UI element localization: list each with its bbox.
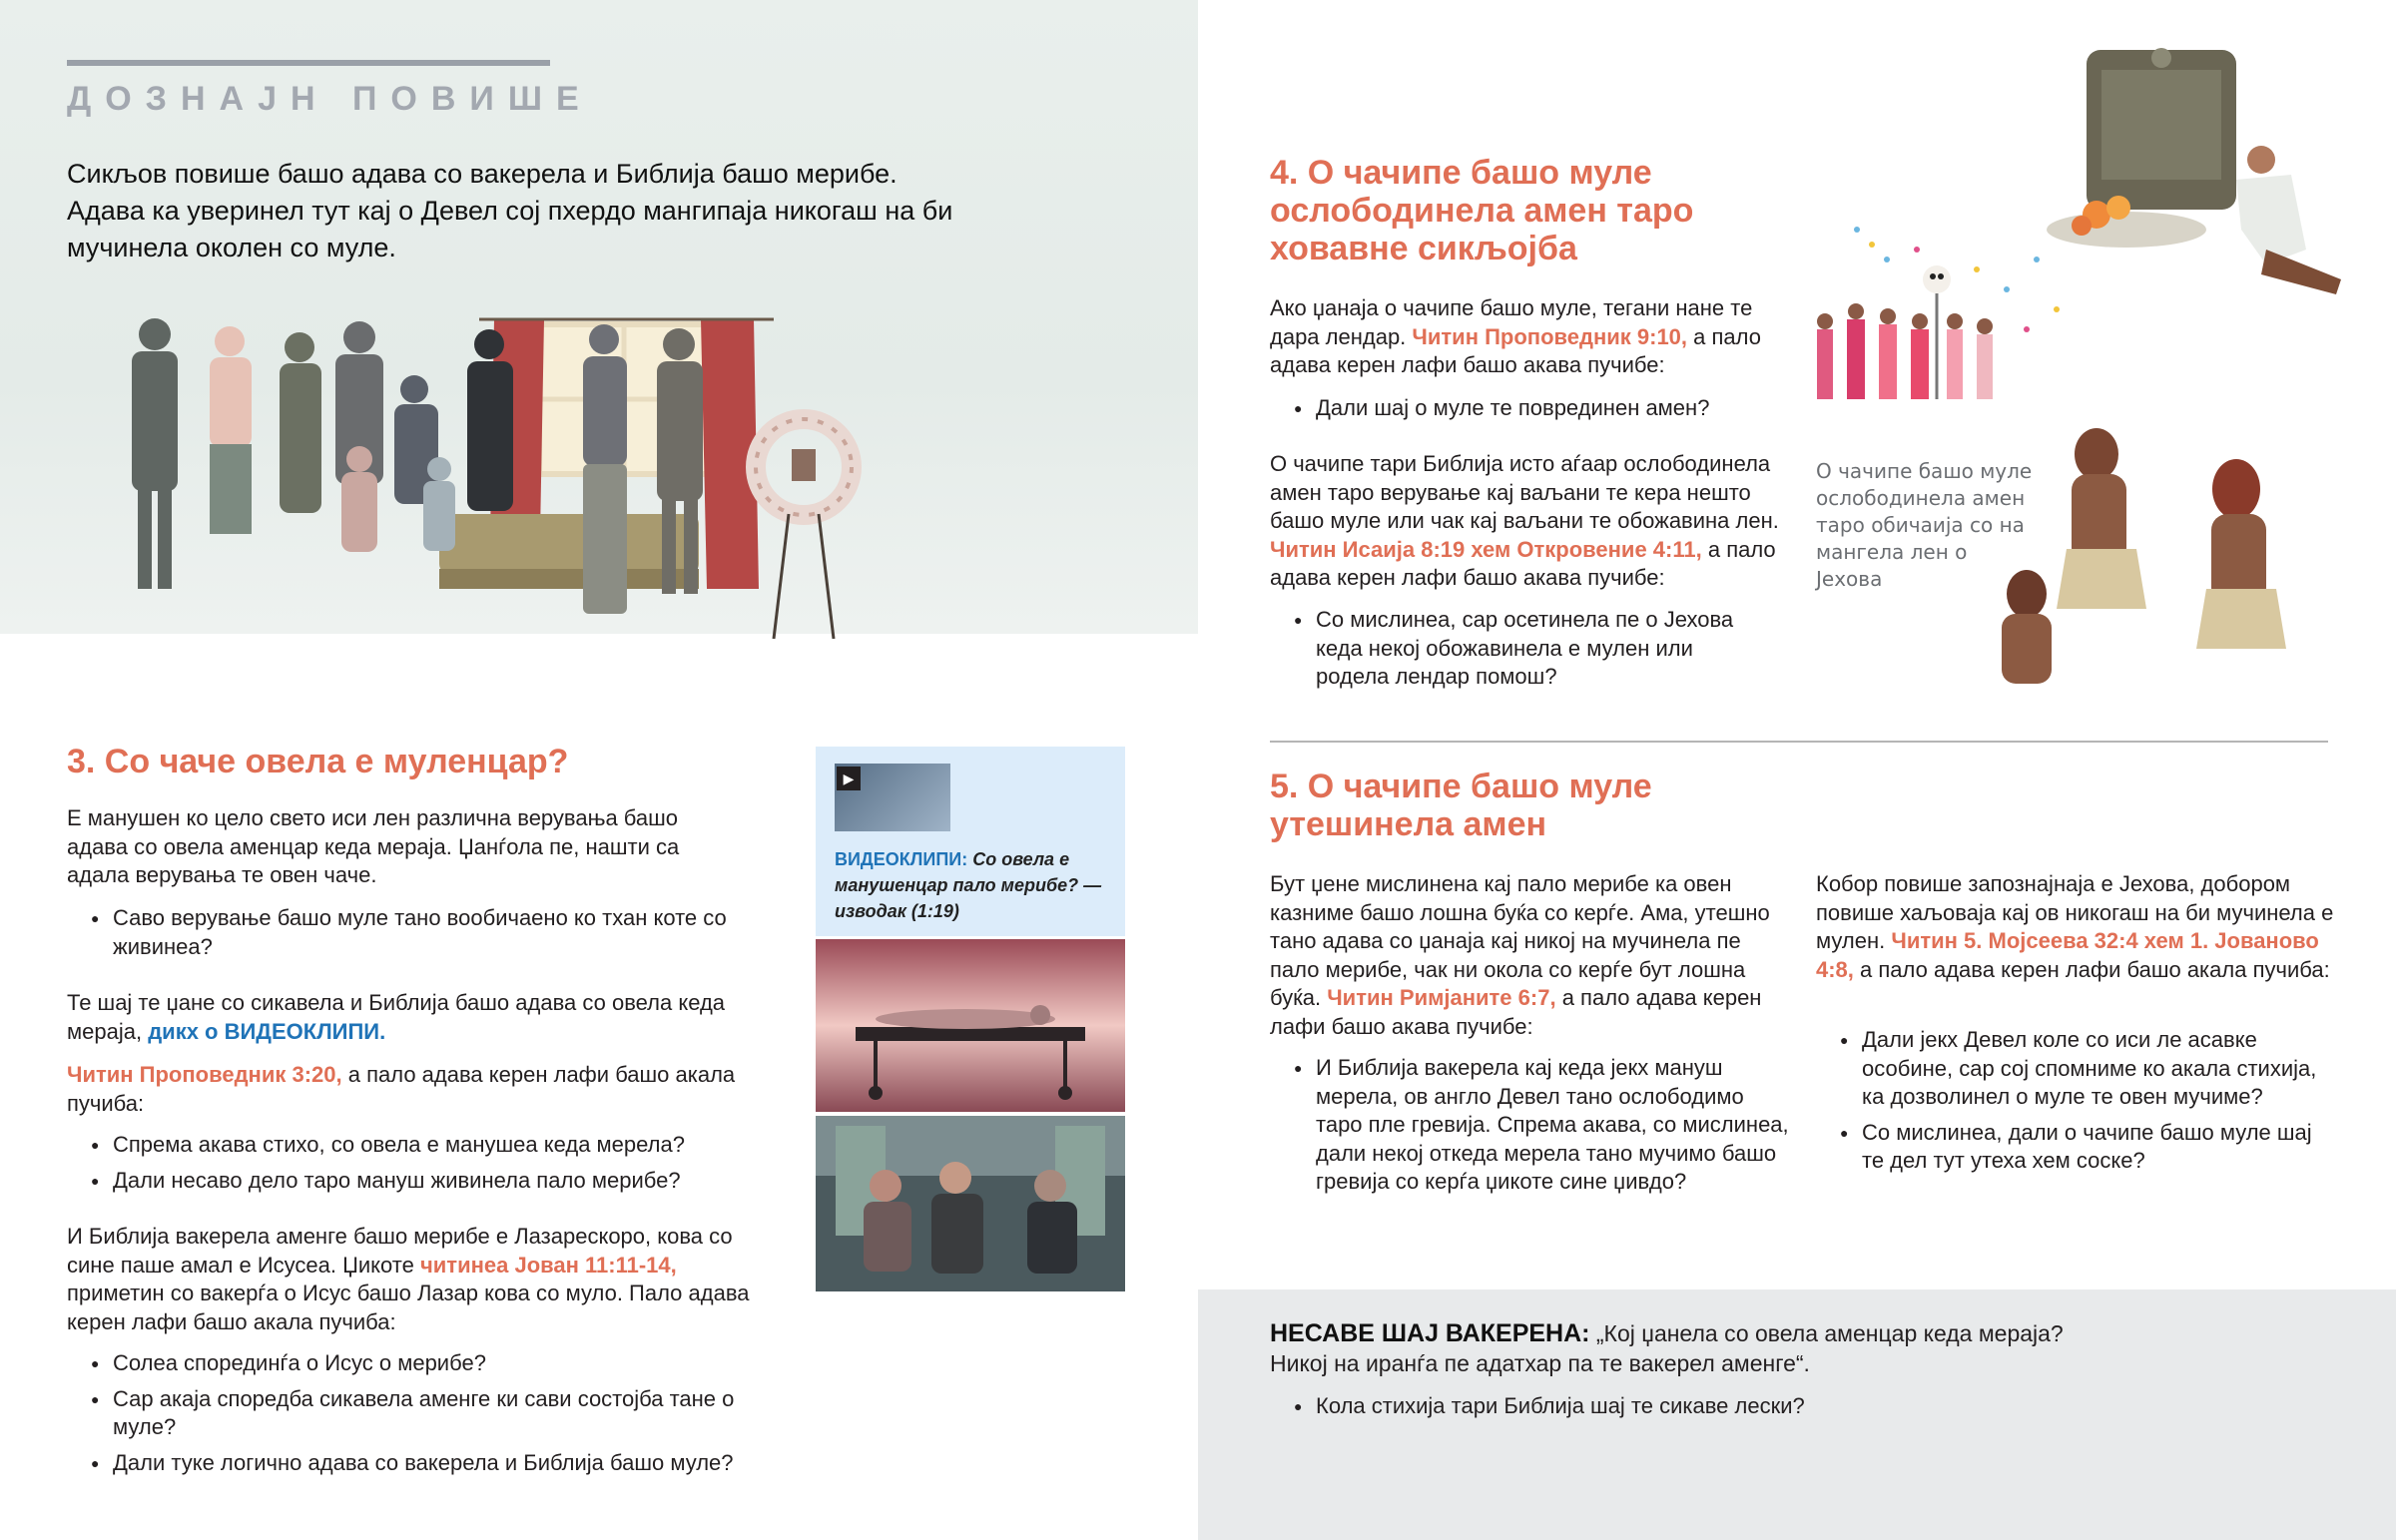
section-5-heading: 5. О чачипе башо муле утешинела амен [1270, 768, 1652, 843]
section-5-paragraph-1 [1270, 870, 1789, 1041]
section-3-paragraph-4 [67, 1223, 756, 1336]
discussion-quote-text: „Кој џанела со овела аменцар кеда мераја? Никој на иранѓа пе адатхар па те вакерел аменге“. [1270, 1320, 2064, 1376]
section-5-paragraph-2-text-a: Кобор повише запознајнаја е Јехова, добором повише хаљоваја кај ов никогаш на би мучинела е мулен. [1816, 871, 2334, 953]
section-3-paragraph-1: Е манушен ко цело свето иси лен различна верувања башо адава со овела аменцар кеда мераја. Џанѓола пе, нашти са адала верувања те овен чаче. [67, 805, 680, 887]
grieving-people-photo [816, 1116, 1125, 1291]
list-item: ● Со мислинеа, дали о чачипе башо муле шај те дел тут утеха хем соске? [1816, 1119, 2335, 1176]
list-item: ● Дали туке логично адава со вакерела и Библија башо муле? [67, 1449, 776, 1478]
section-4-bullets-1 [1270, 394, 1789, 430]
section-4-paragraph-2-text-a: О чачипе тари Библија исто аѓаар ослободинела амен таро верување кај ваљани те кера нешто башо муле или чак кај ваљани те обожавина лен. [1270, 451, 1779, 533]
section-4-bullets-2 [1270, 606, 1749, 699]
section-3-bullets-3 [67, 1349, 776, 1484]
scripture-link[interactable]: Читин Римјаните 6:7, [1327, 985, 1556, 1010]
section-3-paragraph-2-text: Те шај те џане со сикавела и Библија башо адава со овела кеда мераја, [67, 990, 726, 1044]
discussion-quote [1270, 1318, 2098, 1378]
section-3-paragraph-3 [67, 1061, 766, 1118]
section-4-paragraph-2-text-b: а пало адава керен лафи башо акава пучибе: [1270, 536, 1776, 590]
list-item: ● Сар акаја споредба сикавела аменге ки сави состојба тане о муле? [67, 1385, 776, 1442]
play-icon[interactable]: ▶ [837, 767, 861, 790]
section-3-paragraph-3-text: а пало адава керен лафи башо акала пучиба: [67, 1062, 736, 1116]
video-link[interactable]: дикх о ВИДЕОКЛИПИ. [148, 1018, 386, 1044]
list-item: ● И Библија вакерела кај кеда јекх мануш мерела, ов англо Девел тано ослободимо таро пле гревија. Спрема акава, со мислинеа, дали некој откеда мерела тано мучимо башо гревија со керѓа џикоте сине џивдо? [1270, 1054, 1789, 1197]
list-item: ● Кола стихија тари Библија шај те сикаве лески? [1270, 1392, 2069, 1421]
list-item: ● Солеа спорединѓа о Исус о мерибе? [67, 1349, 776, 1378]
illustration-caption: О чачипе башо муле ослободинела амен таро обичаија со на мангела лен о Јехова [1816, 459, 2033, 591]
kicker-heading: ДОЗНАЈН ПОВИШЕ [67, 80, 593, 118]
list-item: ● Спрема акава стихо, со овела е манушеа кеда мерела? [67, 1131, 766, 1160]
section-5-bullets-2 [1816, 1026, 2335, 1183]
scripture-link[interactable]: Читин Исаија 8:19 хем Откровение 4:11, [1270, 536, 1702, 562]
section-5-paragraph-2 [1816, 870, 2335, 984]
scripture-link[interactable]: читинеа Јован 11:11-14, [420, 1252, 677, 1278]
section-3-heading: 3. Со чаче овела е муленцар? [67, 743, 569, 780]
section-4-heading: 4. О чачипе башо муле ослободинела амен таро ховавне сикљојба [1270, 154, 1694, 267]
list-item: ● Со мислинеа, сар осетинела пе о Јехова кеда некој обожавинела е мулен или родела лендар помош? [1270, 606, 1749, 692]
intro-paragraph: Сикљов повише башо адава со вакерела и Библија башо мерибе. Адава ка уверинел тут кај о Девел сој пхердо мангипаја никогаш на би мучинела околен со муле. [67, 159, 953, 262]
video-title: Со овела е манушенцар пало мерибе? — изводак (1:19) [835, 849, 1102, 921]
discussion-bullets [1270, 1392, 2069, 1428]
scripture-link[interactable]: Читин Проповедник 3:20, [67, 1062, 342, 1087]
video-label: ВИДЕОКЛИПИ: [835, 849, 968, 869]
section-4-paragraph-2 [1270, 450, 1789, 593]
section-5-bullets-1 [1270, 1054, 1789, 1204]
discussion-title: НЕСАВЕ ШАЈ ВАКЕРЕНА: [1270, 1319, 1590, 1347]
section-3-paragraph-4-text-a: И Библија вакерела аменге башо мерибе е Лазарескоро, кова со сине паше амал е Исусеа. Џикоте [67, 1224, 733, 1278]
list-item: ● Дали јекх Девел коле со иси ле асавке особине, сар сој спомниме ко акала стихија, ка дозволинел о муле те овен мучиме? [1816, 1026, 2335, 1112]
list-item: ● Дали несаво дело таро мануш живинела пало мерибе? [67, 1167, 766, 1196]
section-3-paragraph-4-text-b: приметин со вакерѓа о Исус башо Лазар кова со муло. Пало адава керен лафи башо акала пучиба: [67, 1281, 750, 1334]
section-3-bullets-1 [67, 904, 746, 968]
scripture-link[interactable]: Читин Проповедник 9:10, [1412, 323, 1688, 349]
section-5-paragraph-1-text-b: а пало адава керен лафи башо акава пучибе: [1270, 985, 1762, 1039]
funeral-scene-illustration [110, 299, 1108, 709]
video-caption[interactable] [835, 846, 1104, 924]
scripture-link[interactable]: Читин 5. Мојсеева 32:4 хем 1. Јованово 4:8, [1816, 928, 2319, 982]
section-3-bullets-2 [67, 1131, 766, 1202]
section-5-paragraph-2-text-b: а пало адава керен лафи башо акала пучиба: [1860, 956, 2330, 982]
section-5-paragraph-1-text-a: Бут џене мислинена кај пало мерибе ка овен казниме башо лошна буќа со керѓе. Ама, утешно тано адава со џанаја кај никој на мучинела пе пало мерибе, чак ни окола со керѓе бут лошна буќа. [1270, 871, 1770, 1010]
section-4-paragraph-1-text-b: а пало адава керен лафи башо акава пучибе: [1270, 323, 1761, 377]
hospital-bed-photo [816, 939, 1125, 1112]
section-4-paragraph-1-text-a: Ако џанаја о чачипе башо муле, тегани нане те дара лендар. [1270, 295, 1753, 349]
section-divider [1270, 741, 2328, 743]
list-item: ● Саво верување башо муле тано вообичаено ко тхан коте со живинеа? [67, 904, 746, 961]
kicker-rule [67, 60, 550, 66]
section-4-paragraph-1 [1270, 294, 1789, 380]
list-item: ● Дали шај о муле те поврединен амен? [1270, 394, 1789, 423]
section-3-paragraph-2 [67, 989, 766, 1046]
